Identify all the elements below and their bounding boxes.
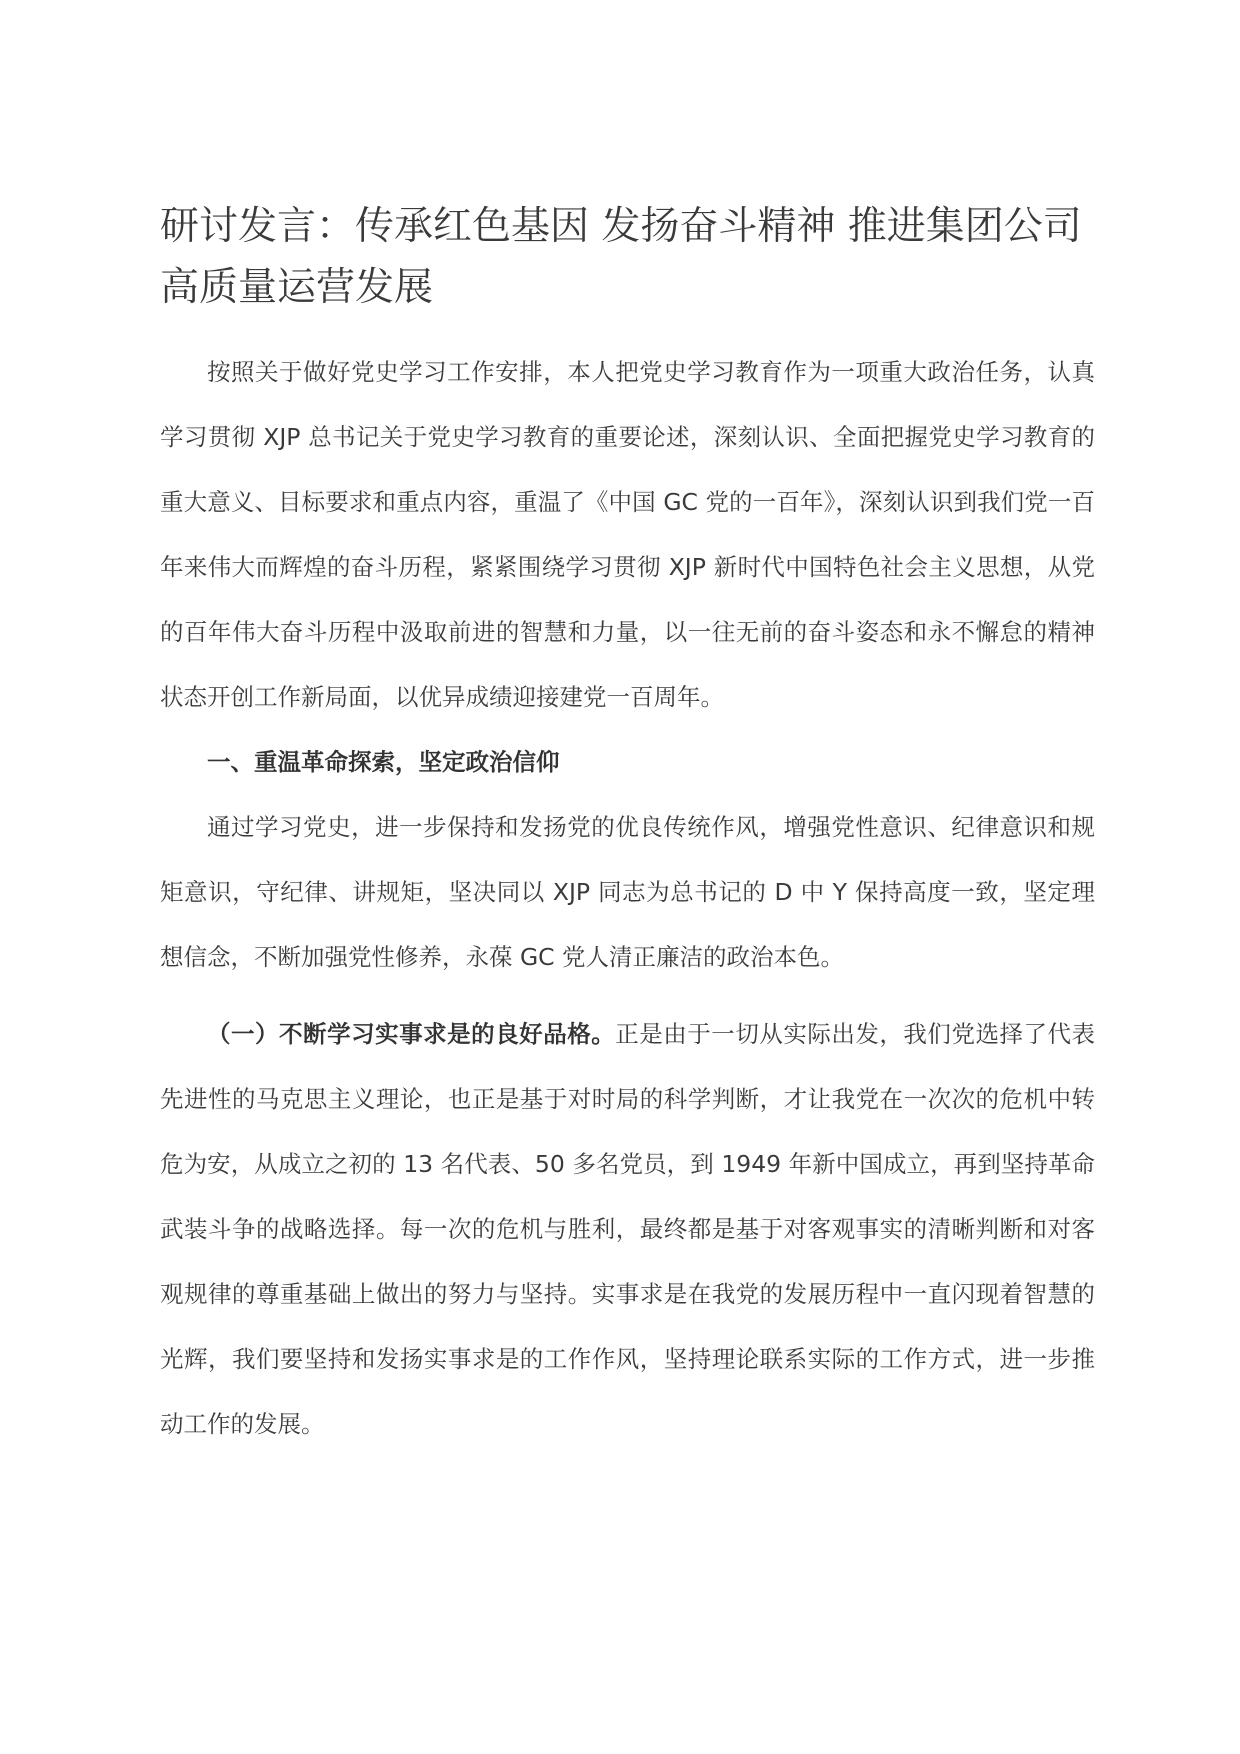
subsection-lead: （一）不断学习实事求是的良好品格。 bbox=[207, 1020, 616, 1048]
paragraph-intro: 按照关于做好党史学习工作安排，本人把党史学习教育作为一项重大政治任务，认真学习贯彻 XJP 总书记关于党史学习教育的重要论述，深刻认识、全面把握党史学习教育的重大意义、目标要求和重点内容，重温了《中国 GC 党的一百年》，深刻认识到我们党一百年来伟大而辉煌的奋斗历程，紧紧围绕学习贯彻 XJP 新时代中国特色社会主义思想，从党的百年伟大奋斗历程中汲取前进的智慧和力量，以一往无前的奋斗姿态和永不懈怠的精神状态开创工作新局面，以优异成绩迎接建党一百周年。 bbox=[160, 358, 1095, 711]
document-page bbox=[160, 196, 1095, 1457]
document-title: 研讨发言：传承红色基因 发扬奋斗精神 推进集团公司高质量运营发展 bbox=[160, 204, 1082, 310]
paragraph-section-1: 通过学习党史，进一步保持和发扬党的优良传统作风，增强党性意识、纪律意识和规矩意识，守纪律、讲规矩，坚决同以 XJP 同志为总书记的 D 中 Y 保持高度一致，坚定理想信念，不断加强党性修养，永葆 GC 党人清正廉洁的政治本色。 bbox=[160, 813, 1095, 971]
section-heading-1: 一、重温革命探索，坚定政治信仰 bbox=[207, 748, 560, 776]
subsection-body: 正是由于一切从实际出发，我们党选择了代表先进性的马克思主义理论，也正是基于对时局的科学判断，才让我党在一次次的危机中转危为安，从成立之初的 13 名代表、50 多名党员，到 1949 年新中国成立，再到坚持革命武装斗争的战略选择。每一次的危机与胜利，最终都是基于对客观事实的清晰判断和对客观规律的尊重基础上做出的努力与坚持。实事求是在我党的发展历程中一直闪现着智慧的光辉，我们要坚持和发扬实事求是的工作作风，坚持理论联系实际的工作方式，进一步推动工作的发展。 bbox=[160, 1020, 1096, 1438]
paragraph-subsection-1 bbox=[160, 1002, 1095, 1457]
